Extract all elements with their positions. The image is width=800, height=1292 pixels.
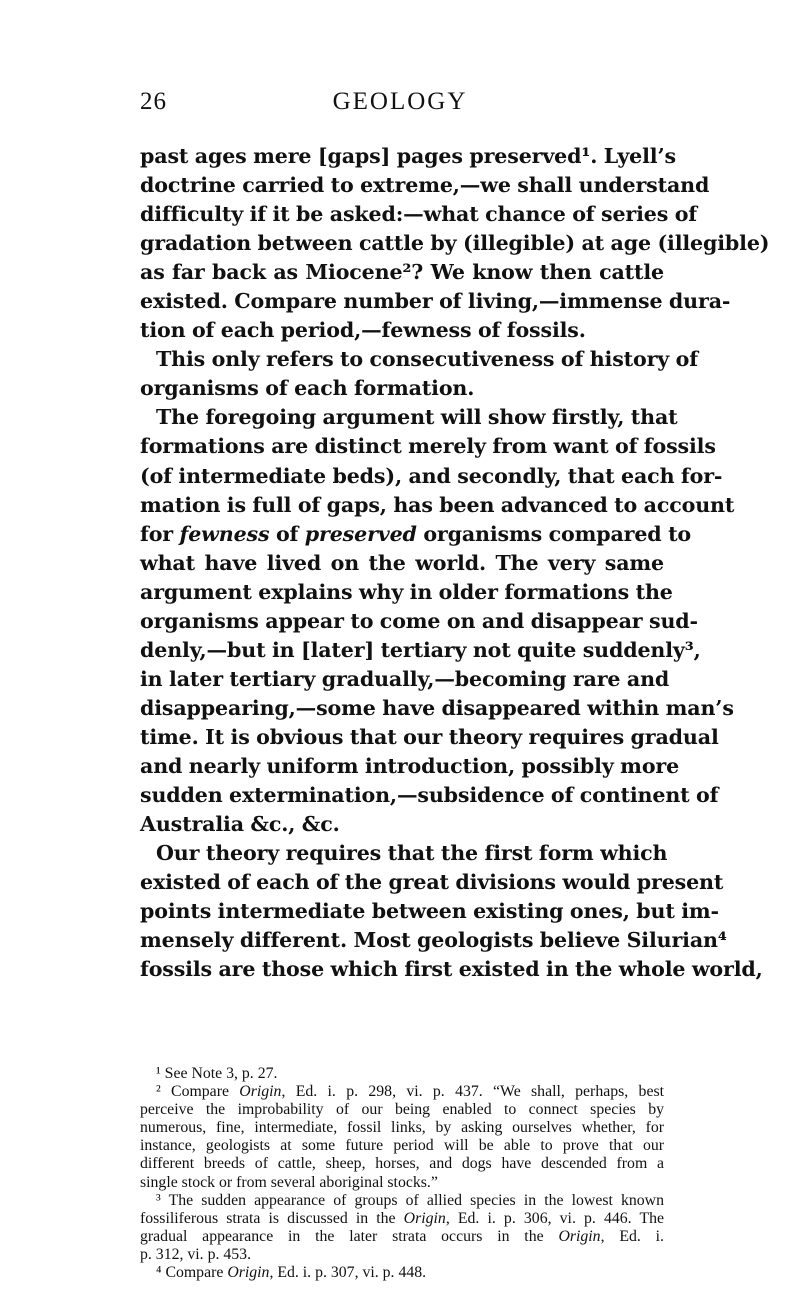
text-line: The foregoing argument will show firstly, that (156, 405, 678, 430)
text-line: points intermediate between existing ones, but im- (140, 899, 719, 924)
footnote-line (140, 1264, 664, 1282)
text-fragment: , Ed. i. p. 298, vi. p. 437. “We shall, perhaps, best (281, 1083, 664, 1101)
emphasis-preserved: preserved (304, 521, 417, 546)
text-line: and nearly uniform introduction, possibly more (140, 753, 680, 778)
text-line: as far back as Miocene²? We know then cattle (140, 260, 664, 285)
text-line: formations are distinct merely from want of fossils (140, 434, 716, 459)
footnote-line: different breeds of cattle, sheep, horses, and dogs have descended from a (140, 1155, 664, 1173)
footnote-line: single stock or from several aboriginal stocks.” (140, 1173, 438, 1191)
emphasis-origin: Origin (227, 1264, 270, 1282)
emphasis-origin: Origin (558, 1227, 601, 1245)
text-fragment: organisms compared to (416, 521, 692, 546)
text-line: Australia &c., &c. (140, 812, 340, 837)
emphasis-fewness: fewness (179, 521, 270, 546)
text-fragment: for (140, 521, 180, 546)
text-line: what have lived on the world. The very same (140, 550, 664, 575)
footnote-line: perceive the improbability of our being enabled to connect species by (140, 1101, 664, 1119)
footnote-line: instance, geologists at some future period will be able to prove that our (140, 1137, 664, 1155)
text-fragment: of (269, 521, 305, 546)
footnote-line: p. 312, vi. p. 453. (140, 1245, 252, 1263)
text-line: argument explains why in older formations the (140, 579, 673, 604)
text-fragment: fossiliferous strata is discussed in the (140, 1209, 404, 1227)
text-line: fossils are those which first existed in the whole world, (140, 957, 763, 982)
footnote-line: numerous, fine, intermediate, fossil links, by asking ourselves whether, for (140, 1119, 664, 1137)
footnotes (140, 1065, 664, 1282)
footnote-line: ¹ See Note 3, p. 27. (156, 1065, 278, 1082)
text-line: denly,—but in [later] tertiary not quite suddenly³, (140, 637, 701, 662)
text-line: disappearing,—some have disappeared within man’s (140, 695, 734, 720)
text-line: mensely different. Most geologists believe Silurian⁴ (140, 928, 727, 953)
text-line: organisms of each formation. (140, 376, 475, 401)
footnote-line (140, 1210, 664, 1228)
text-line: sudden extermination,—subsidence of continent of (140, 783, 719, 808)
body-text (140, 142, 770, 984)
text-line: gradation between cattle by (illegible) at age (illegible) (140, 231, 770, 256)
text-line: existed. Compare number of living,—immense dura- (140, 289, 731, 314)
text-line: tion of each period,—fewness of fossils. (140, 318, 586, 343)
running-head: GEOLOGY (332, 88, 468, 115)
text-line: organisms appear to come on and disappear sud- (140, 608, 698, 633)
text-line: This only refers to consecutiveness of history of (156, 347, 698, 372)
footnote-line: ³ The sudden appearance of groups of allied species in the lowest known (156, 1191, 664, 1209)
text-line: in later tertiary gradually,—becoming rare and (140, 666, 670, 691)
text-line-italic (140, 520, 692, 549)
text-line: doctrine carried to extreme,—we shall understand (140, 173, 710, 198)
text-fragment: , Ed. i. p. 307, vi. p. 448. (269, 1264, 427, 1282)
text-line: difficulty if it be asked:—what chance of series of (140, 202, 697, 227)
text-line: past ages mere [gaps] pages preserved¹. Lyell’s (140, 144, 676, 168)
text-fragment: gradual appearance in the later strata occurs in the (140, 1227, 559, 1245)
text-fragment: ² Compare (156, 1083, 240, 1101)
emphasis-origin: Origin (403, 1209, 446, 1227)
page-number: 26 (140, 88, 167, 115)
text-line: existed of each of the great divisions would present (140, 870, 724, 895)
text-fragment: , Ed. i. (600, 1227, 664, 1245)
text-line: Our theory requires that the first form which (156, 841, 668, 866)
text-line: (of intermediate beds), and secondly, that each for- (140, 463, 723, 488)
footnote-line (140, 1228, 664, 1246)
text-fragment: , Ed. i. p. 306, vi. p. 446. The (445, 1209, 664, 1227)
text-fragment: ⁴ Compare (156, 1264, 228, 1282)
footnote-line (140, 1083, 664, 1101)
page-header (140, 88, 660, 128)
text-line: time. It is obvious that our theory requires gradual (140, 724, 719, 749)
emphasis-origin: Origin (239, 1083, 282, 1101)
text-line: mation is full of gaps, has been advanced to account (140, 492, 735, 517)
